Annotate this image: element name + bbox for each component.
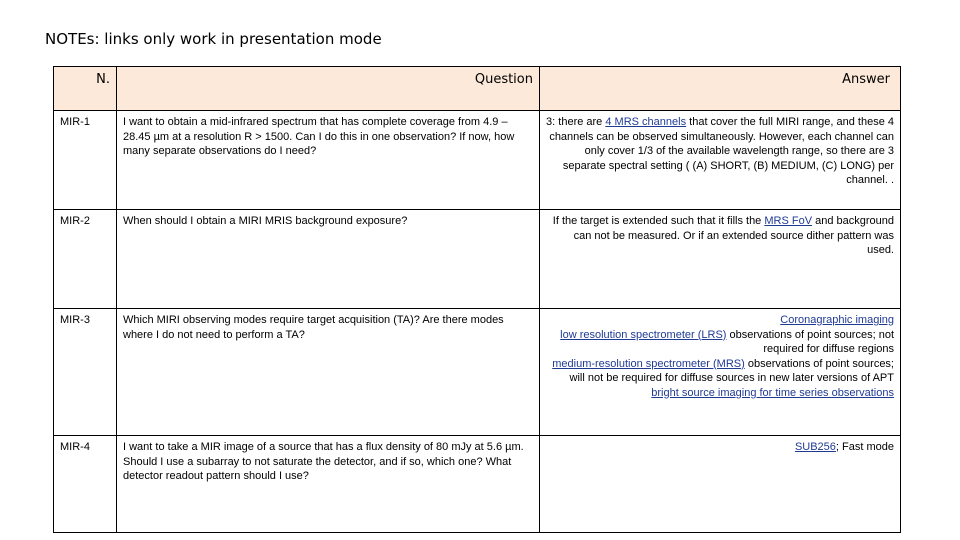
mrs-channels-link[interactable]: 4 MRS channels	[605, 116, 687, 128]
answer-text: observations of point sources; will not be required for diffuse sources in new later versions of APT	[569, 357, 894, 384]
row-id: MIR-1	[54, 111, 117, 210]
presentation-mode-note: NOTEs: links only work in presentation mode	[45, 30, 382, 48]
row-answer	[540, 111, 901, 210]
row-question: I want to obtain a mid-infrared spectrum that has complete coverage from 4.9 – 28.45 µm at a resolution R > 1500. Can I do this in one observation? If now, how many separate observations do I need?	[117, 111, 540, 210]
row-question: Which MIRI observing modes require target acquisition (TA)? Are there modes where I do not need to perform a TA?	[117, 309, 540, 436]
coronagraphic-imaging-link[interactable]: Coronagraphic imaging	[780, 314, 894, 326]
answer-text: and background can not be measured. Or if an extended source dither pattern was used.	[573, 215, 894, 256]
answer-line	[546, 328, 894, 357]
answer-text: ; Fast mode	[835, 441, 894, 453]
answer-line	[546, 386, 894, 401]
answer-text: 3: there are	[546, 116, 606, 128]
row-question: I want to take a MIR image of a source that has a flux density of 80 mJy at 5.6 µm. Should I use a subarray to not saturate the detector, and if so, which one? What detector readout pattern should I use?	[117, 436, 540, 533]
row-answer	[540, 309, 901, 436]
header-number: N.	[54, 67, 117, 111]
faq-table	[53, 66, 901, 533]
lrs-link[interactable]: low resolution spectrometer (LRS)	[560, 328, 727, 341]
row-answer	[540, 210, 901, 309]
answer-line	[546, 313, 894, 328]
answer-text: If the target is extended such that it fills the	[552, 215, 765, 227]
header-answer: Answer	[540, 67, 901, 111]
table-header-row	[54, 67, 901, 111]
mrs-fov-link[interactable]: MRS FoV	[764, 215, 813, 227]
answer-text: observations of point sources; not required for diffuse regions	[726, 328, 894, 355]
table-row	[54, 309, 901, 436]
table-row	[54, 436, 901, 533]
sub256-link[interactable]: SUB256	[794, 441, 836, 453]
bright-source-imaging-link[interactable]: bright source imaging for time series observations	[651, 386, 894, 399]
row-answer	[540, 436, 901, 533]
answer-line	[546, 357, 894, 386]
row-id: MIR-4	[54, 436, 117, 533]
header-question: Question	[117, 67, 540, 111]
table-row	[54, 210, 901, 309]
row-id: MIR-3	[54, 309, 117, 436]
row-id: MIR-2	[54, 210, 117, 309]
mrs-link[interactable]: medium-resolution spectrometer (MRS)	[552, 357, 745, 370]
answer-text: that cover the full MIRI range, and these 4 channels can be observed simultaneously. However, each channel can only cover 1/3 of the available wavelength range, so there are 3 separate spectral setting ( (A) SHORT, (B) MEDIUM, (C) LONG) per channel. .	[549, 116, 894, 186]
table-row	[54, 111, 901, 210]
row-question: When should I obtain a MIRI MRIS background exposure?	[117, 210, 540, 309]
